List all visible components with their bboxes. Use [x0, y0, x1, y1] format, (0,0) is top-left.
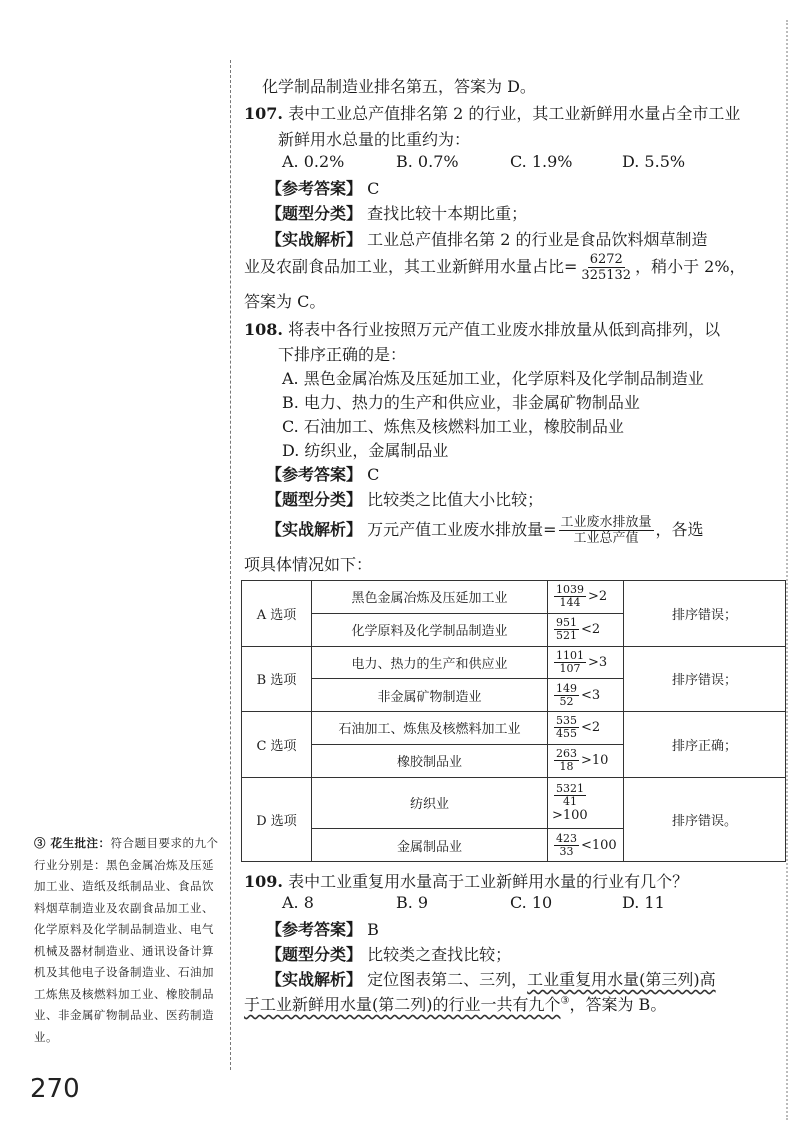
- question-108-stem: 将表中各行业按照万元产值工业废水排放量从低到高排列，以: [288, 320, 721, 339]
- question-107-option-a: A. 0.2%: [282, 152, 345, 171]
- analysis-text: ，稍小于 2%，: [635, 257, 746, 276]
- question-107-analysis-line2: [244, 252, 746, 283]
- question-109-answer-line: [266, 917, 379, 940]
- question-107-stem-line2: 新鲜用水总量的比重约为：: [278, 130, 471, 149]
- answer-label: 【参考答案】: [266, 179, 363, 198]
- question-109-option-d: D. 11: [622, 893, 665, 912]
- ratio-cell: [548, 712, 624, 745]
- fraction-numerator: 工业废水排放量: [560, 515, 652, 530]
- fraction-numerator: 1101: [556, 648, 584, 662]
- question-107-answer: C: [367, 179, 380, 198]
- side-annotation: [34, 833, 224, 1048]
- question-107-stem-line1: [244, 101, 740, 124]
- question-108-option-a: A. 黑色金属冶炼及压延加工业，化学原料及化学制品制造业: [282, 369, 704, 388]
- question-109-type-line: [266, 942, 511, 965]
- answer-label: 【参考答案】: [266, 465, 363, 484]
- ratio-fraction: [554, 617, 579, 642]
- table-row: [242, 777, 786, 829]
- comparison: <100: [581, 837, 617, 853]
- fraction-numerator: 1039: [556, 583, 584, 597]
- fraction-denominator: 325132: [581, 268, 632, 283]
- analysis-text: 业及农副食品加工业，其工业新鲜用水量占比=: [244, 257, 578, 276]
- result-cell: 排序错误。: [624, 777, 786, 862]
- binding-edge: [786, 20, 788, 1120]
- question-107-analysis-line1: [266, 227, 707, 250]
- ratio-fraction: [554, 748, 579, 773]
- analysis-text: ，各选: [655, 520, 704, 539]
- ratio-cell: [548, 829, 624, 862]
- fraction-denominator: 455: [556, 727, 577, 741]
- fraction-denominator: 107: [559, 661, 581, 675]
- fraction-numerator: 149: [556, 681, 577, 695]
- ratio-cell: [548, 646, 624, 679]
- question-107-analysis-text: 工业总产值排名第 2 的行业是食品饮料烟草制造: [367, 230, 708, 249]
- ratio-fraction: [554, 783, 586, 808]
- question-108-option-c: C. 石油加工、炼焦及核燃料加工业，橡胶制品业: [282, 417, 624, 436]
- question-108-analysis-line1: [266, 515, 704, 546]
- question-109-number: 109.: [244, 872, 283, 891]
- industry-cell: 黑色金属冶炼及压延加工业: [312, 581, 548, 614]
- fraction-numerator: 423: [556, 831, 577, 845]
- fraction-numerator: 263: [556, 747, 577, 761]
- analysis-text: 万元产值工业废水排放量=: [367, 520, 557, 539]
- comparison: >2: [588, 589, 608, 605]
- margin-divider: [230, 60, 231, 1070]
- question-107-answer-line: [266, 176, 379, 199]
- type-label: 【题型分类】: [266, 204, 363, 223]
- industry-cell: 化学原料及化学制品制造业: [312, 613, 548, 646]
- fraction-denominator: 41: [563, 794, 577, 808]
- question-109-option-b: B. 9: [396, 893, 429, 912]
- footnote-ref: ③: [560, 995, 570, 1007]
- comparison: <2: [581, 622, 601, 638]
- comparison: <2: [581, 720, 601, 736]
- question-108-type-line: [266, 487, 543, 510]
- ratio-fraction: [554, 833, 579, 858]
- formula-fraction: [559, 515, 654, 546]
- question-109-type: 比较类之查找比较；: [367, 945, 512, 964]
- analysis-label: 【实战解析】: [266, 970, 363, 989]
- option-cell: B 选项: [242, 646, 312, 712]
- question-107-option-b: B. 0.7%: [396, 152, 459, 171]
- industry-cell: 非金属矿物制造业: [312, 679, 548, 712]
- question-107-analysis-line3: 答案为 C。: [244, 292, 326, 311]
- comparison: >10: [581, 753, 609, 769]
- option-cell: D 选项: [242, 777, 312, 862]
- question-108-type: 比较类之比值大小比较；: [367, 490, 544, 509]
- industry-cell: 金属制品业: [312, 829, 548, 862]
- fraction-denominator: 521: [556, 629, 577, 643]
- table-row: [242, 581, 786, 614]
- annotation-text: 符合题目要求的九个行业分别是：黑色金属冶炼及压延加工业、造纸及纸制品业、食品饮料烟草制造业及农副食品加工业、化学原料及化学制品制造业、电气机械及器材制造业、通讯设备计算机及其他电子设备制造业、石油加工炼焦及核燃料加工业、橡胶制品业、非金属矿物制品业、医药制造业。: [34, 836, 219, 1044]
- intro-line: 化学制品制造业排名第五，答案为 D。: [262, 77, 536, 96]
- question-107-option-d: D. 5.5%: [622, 152, 686, 171]
- type-label: 【题型分类】: [266, 490, 363, 509]
- question-108-stem-line1: [244, 317, 720, 340]
- fraction-denominator: 18: [559, 760, 574, 774]
- question-108-number: 108.: [244, 320, 283, 339]
- annotation-marker: ③ 花生批注：: [34, 836, 111, 850]
- analysis-label: 【实战解析】: [266, 230, 363, 249]
- ratio-cell: [548, 581, 624, 614]
- fraction-denominator: 144: [559, 596, 581, 610]
- answer-label: 【参考答案】: [266, 920, 363, 939]
- question-107-number: 107.: [244, 104, 283, 123]
- comparison-table: [241, 580, 786, 862]
- fraction-numerator: 535: [556, 714, 577, 728]
- underlined-text: 于工业新鲜用水量(第二列)的行业一共有九个: [244, 995, 561, 1014]
- industry-cell: 橡胶制品业: [312, 744, 548, 777]
- question-109-analysis-line1: [266, 967, 716, 990]
- option-cell: C 选项: [242, 712, 312, 778]
- ratio-fraction: [554, 650, 586, 675]
- question-109-stem: 表中工业重复用水量高于工业新鲜用水量的行业有几个？: [288, 872, 689, 891]
- fraction-numerator: 6272: [589, 252, 623, 267]
- industry-cell: 电力、热力的生产和供应业: [312, 646, 548, 679]
- question-109-analysis-line2: [244, 992, 666, 1015]
- page-number: 270: [30, 1074, 80, 1104]
- option-cell: A 选项: [242, 581, 312, 647]
- question-109-stem-line: [244, 869, 688, 892]
- table-row: [242, 646, 786, 679]
- fraction-denominator: 33: [559, 844, 574, 858]
- question-108-stem-line2: 下排序正确的是：: [278, 345, 407, 364]
- ratio-fraction: [554, 683, 579, 708]
- table-row: [242, 712, 786, 745]
- ratio-fraction: [554, 584, 586, 609]
- result-cell: 排序错误；: [624, 581, 786, 647]
- ratio-cell: [548, 744, 624, 777]
- question-108-answer: C: [367, 465, 380, 484]
- question-107-option-c: C. 1.9%: [510, 152, 573, 171]
- result-cell: 排序错误；: [624, 646, 786, 712]
- fraction-numerator: 5321: [556, 781, 584, 795]
- comparison: <3: [581, 687, 601, 703]
- question-107-stem: 表中工业总产值排名第 2 的行业，其工业新鲜用水量占全市工业: [288, 104, 741, 123]
- fraction-denominator: 工业总产值: [573, 531, 639, 546]
- question-108-option-d: D. 纺织业，金属制品业: [282, 441, 449, 460]
- fraction-denominator: 52: [559, 694, 574, 708]
- industry-cell: 纺织业: [312, 777, 548, 829]
- underlined-text: 工业重复用水量(第三列)高: [527, 970, 716, 989]
- question-109-answer: B: [367, 920, 379, 939]
- analysis-label: 【实战解析】: [266, 520, 363, 539]
- ratio-cell: [548, 679, 624, 712]
- ratio-cell: [548, 777, 624, 829]
- industry-cell: 石油加工、炼焦及核燃料加工业: [312, 712, 548, 745]
- question-108-analysis-line2: 项具体情况如下：: [244, 555, 373, 574]
- question-107-type: 查找比较十本期比重；: [367, 204, 528, 223]
- fraction-numerator: 951: [556, 616, 577, 630]
- analysis-text: ，答案为 B。: [569, 995, 667, 1014]
- ratio-cell: [548, 613, 624, 646]
- question-109-option-c: C. 10: [510, 893, 553, 912]
- analysis-text: 定位图表第二、三列，: [367, 970, 528, 989]
- question-108-answer-line: [266, 462, 379, 485]
- type-label: 【题型分类】: [266, 945, 363, 964]
- question-108-option-b: B. 电力、热力的生产和供应业，非金属矿物制品业: [282, 393, 640, 412]
- comparison: >100: [552, 807, 588, 823]
- water-share-fraction: [579, 252, 633, 283]
- result-cell: 排序正确；: [624, 712, 786, 778]
- ratio-fraction: [554, 715, 579, 740]
- question-109-option-a: A. 8: [282, 893, 314, 912]
- comparison: >3: [588, 654, 608, 670]
- question-107-type-line: [266, 201, 527, 224]
